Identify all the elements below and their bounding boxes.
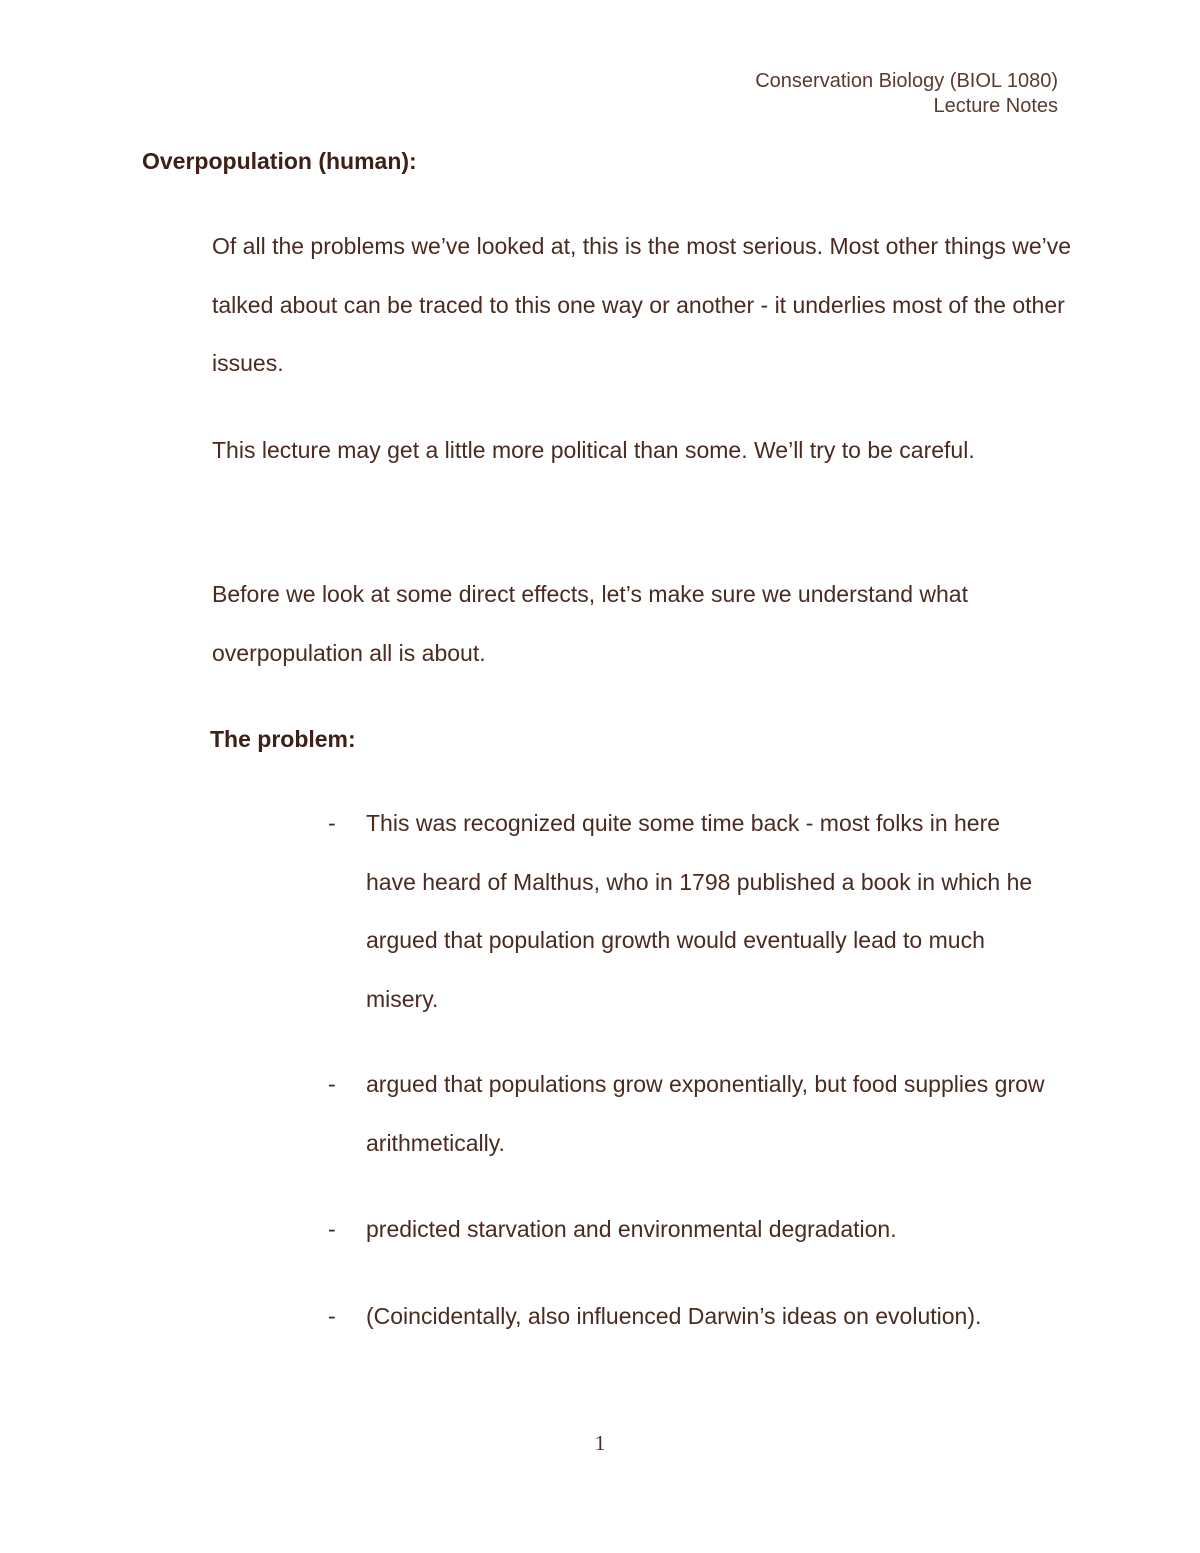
list-item xyxy=(328,1287,1048,1346)
page-number: 1 xyxy=(594,1431,606,1455)
bullet-dash: - xyxy=(328,1303,336,1329)
list-item-text: argued that populations grow exponentially, but food supplies grow arithmetically. xyxy=(366,1071,1045,1156)
list-item-text: predicted starvation and environmental degradation. xyxy=(366,1216,897,1242)
header-course: Conservation Biology (BIOL 1080) xyxy=(755,70,1058,92)
list-item xyxy=(328,1200,1048,1259)
bullet-dash: - xyxy=(328,810,336,836)
section-title: Overpopulation (human): xyxy=(142,148,417,174)
header-subtitle: Lecture Notes xyxy=(933,95,1058,117)
paragraph: Of all the problems we’ve looked at, this is the most serious. Most other things we’ve talked about can be traced to this one way or another - it underlies most of the other issues. xyxy=(212,233,1072,376)
subsection-title: The problem: xyxy=(210,726,356,752)
list-item xyxy=(328,794,1048,1028)
list-item-text: (Coincidentally, also influenced Darwin’s ideas on evolution). xyxy=(366,1303,982,1329)
page-header xyxy=(755,69,1058,119)
list-item xyxy=(328,1055,1048,1172)
paragraph: This lecture may get a little more political than some. We’ll try to be careful. xyxy=(212,437,975,463)
paragraph: Before we look at some direct effects, let’s make sure we understand what overpopulation all is about. xyxy=(212,581,968,666)
list-item-text: This was recognized quite some time back - most folks in here have heard of Malthus, who in 1798 published a book in which he argued that population growth would eventually lead to much misery. xyxy=(366,810,1033,1012)
bullet-dash: - xyxy=(328,1216,336,1242)
bullet-dash: - xyxy=(328,1071,336,1097)
